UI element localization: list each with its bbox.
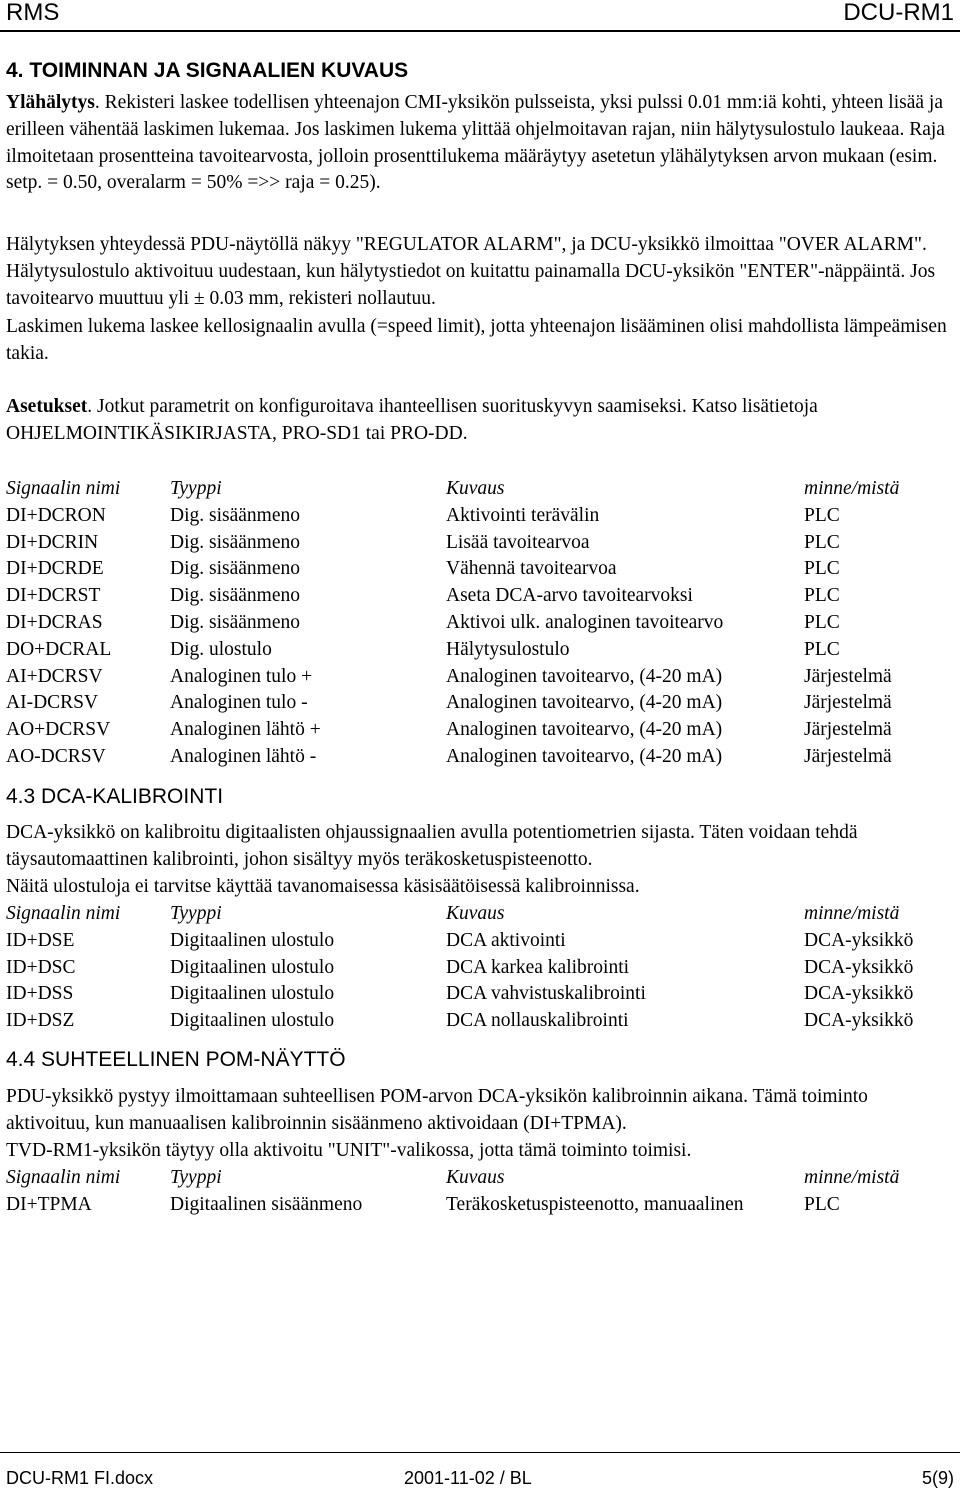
signal-dir: PLC	[804, 1193, 840, 1215]
signal-name: ID+DSC	[6, 956, 76, 978]
table-row	[6, 928, 913, 955]
footer-rule	[0, 1452, 960, 1453]
col-type-header: Tyyppi	[170, 478, 222, 499]
signal-name: DI+TPMA	[6, 1193, 92, 1215]
signal-type: Analoginen lähtö +	[170, 719, 321, 741]
signal-desc: DCA nollauskalibrointi	[446, 1010, 629, 1032]
signal-desc: Aseta DCA-arvo tavoitearvoksi	[446, 585, 693, 607]
signal-type: Digitaalinen ulostulo	[170, 929, 335, 951]
signal-dir: DCA-yksikkö	[804, 983, 914, 1005]
ylahalytys-paragraph	[6, 90, 954, 197]
table-row	[6, 556, 899, 583]
signal-dir: PLC	[804, 504, 840, 526]
table-row	[6, 503, 899, 530]
signal-name: DI+DCRIN	[6, 531, 99, 553]
asetukset-paragraph	[6, 394, 954, 448]
signal-desc: Lisää tavoitearvoa	[446, 531, 590, 553]
asetukset-label: Asetukset	[6, 396, 88, 417]
ylahalytys-label: Ylähälytys	[6, 92, 95, 113]
signal-type: Analoginen tulo -	[170, 692, 308, 714]
table-header-row	[6, 901, 913, 928]
signal-desc: Teräkosketuspisteenotto, manuaalinen	[446, 1193, 744, 1215]
header-rule	[0, 30, 960, 32]
signal-name: DI+DCRST	[6, 585, 101, 607]
signal-dir: Järjestelmä	[804, 719, 892, 741]
ylahalytys-paragraph-3: Laskimen lukema laskee kellosignaalin avulla (=speed limit), jotta yhteenajon lisääminen olisi mahdollista lämpeämisen takia.	[6, 316, 947, 364]
signal-dir: Järjestelmä	[804, 745, 892, 767]
col-type-header: Tyyppi	[170, 903, 222, 924]
signal-name: DO+DCRAL	[6, 638, 112, 660]
table-row	[6, 1192, 899, 1219]
signal-desc: DCA karkea kalibrointi	[446, 956, 630, 978]
col-desc-header: Kuvaus	[446, 903, 505, 924]
col-name-header: Signaalin nimi	[6, 478, 121, 499]
footer-filename: DCU-RM1 FI.docx	[6, 1468, 154, 1488]
signal-desc: DCA vahvistuskalibrointi	[446, 983, 646, 1005]
signal-name: ID+DSE	[6, 929, 75, 951]
ylahalytys-paragraph-2: Hälytyksen yhteydessä PDU-näytöllä näkyy "REGULATOR ALARM", ja DCU-yksikkö ilmoittaa "OVER ALARM". Hälytysulostulo aktivoituu uudestaan, kun hälytystiedot on kuitattu painamalla DCU-yksikön "ENTER"-näppäintä. Jos tavoitearvo muuttuu yli ± 0.03 mm, rekisteri nollautuu.	[6, 234, 936, 309]
signal-dir: DCA-yksikkö	[804, 929, 914, 951]
header-left: RMS	[6, 0, 60, 26]
col-desc-header: Kuvaus	[446, 478, 505, 499]
signal-name: DI+DCRON	[6, 504, 106, 526]
asetukset-text: . Jotkut parametrit on konfiguroitava ihanteellisen suorituskyvyn saamiseksi. Katso lisätietoja OHJELMOINTIKÄSIKIRJASTA, PRO-SD1 tai PRO-DD.	[6, 396, 818, 444]
col-dir-header: minne/mistä	[804, 478, 900, 499]
section-4-4-paragraph: PDU-yksikkö pystyy ilmoittamaan suhteellisen POM-arvon DCA-yksikön kalibroinnin aikana. Tämä toiminto aktivoituu, kun manuaalisen kalibroinnin sisäänmeno aktivoidaan (DI+TPMA).	[6, 1086, 868, 1134]
section-4-title: 4. TOIMINNAN JA SIGNAALIEN KUVAUS	[6, 59, 409, 82]
footer-date: 2001-11-02 / BL	[404, 1468, 532, 1488]
signal-name: DI+DCRAS	[6, 611, 103, 633]
section-4-4-paragraph-2: TVD-RM1-yksikön täytyy olla aktivoitu "UNIT"-valikossa, jotta tämä toiminto toimisi.	[6, 1140, 692, 1161]
page-header	[0, 0, 960, 30]
signal-desc: DCA aktivointi	[446, 929, 566, 951]
table-row	[6, 530, 899, 557]
signal-name: AI+DCRSV	[6, 665, 103, 687]
signal-dir: PLC	[804, 531, 840, 553]
signal-dir: PLC	[804, 611, 840, 633]
signal-type: Analoginen lähtö -	[170, 745, 317, 767]
signal-table-1	[6, 476, 899, 771]
table-header-row	[6, 476, 899, 503]
section-4-3-title: 4.3 DCA-KALIBROINTI	[6, 785, 224, 808]
table-row	[6, 744, 899, 771]
ylahalytys-text: . Rekisteri laskee todellisen yhteenajon CMI-yksikön pulsseista, yksi pulssi 0.01 mm:iä kohti, yhteen lisää ja erilleen vähentää laskimen lukemaa. Jos laskimen lukema ylittää ohjelmoitavan rajan, niin hälytysulostulo laukeaa. Raja ilmoitetaan prosentteina tavoitearvosta, jolloin prosenttilukema määräytyy asetetun ylähälytyksen arvon mukaan (esim. setp. = 0.50, overalarm = 50% =>> raja = 0.25).	[6, 92, 945, 194]
signal-table-2	[6, 901, 913, 1035]
signal-desc: Analoginen tavoitearvo, (4-20 mA)	[446, 745, 723, 767]
signal-dir: DCA-yksikkö	[804, 1010, 914, 1032]
signal-desc: Analoginen tavoitearvo, (4-20 mA)	[446, 719, 723, 741]
table-row	[6, 690, 899, 717]
signal-dir: PLC	[804, 638, 840, 660]
signal-dir: PLC	[804, 558, 840, 580]
header-right: DCU-RM1	[843, 0, 954, 26]
table-row	[6, 1008, 913, 1035]
signal-type: Digitaalinen ulostulo	[170, 956, 335, 978]
table-row	[6, 583, 899, 610]
table-row	[6, 610, 899, 637]
signal-name: AO+DCRSV	[6, 719, 111, 741]
signal-name: AO-DCRSV	[6, 745, 106, 767]
table-row	[6, 664, 899, 691]
table-row	[6, 981, 913, 1008]
col-name-header: Signaalin nimi	[6, 1167, 121, 1188]
signal-name: ID+DSS	[6, 983, 74, 1005]
signal-type: Analoginen tulo +	[170, 665, 313, 687]
table-row	[6, 955, 913, 982]
col-type-header: Tyyppi	[170, 1167, 222, 1188]
signal-type: Digitaalinen ulostulo	[170, 1010, 335, 1032]
signal-desc: Analoginen tavoitearvo, (4-20 mA)	[446, 665, 723, 687]
table-header-row	[6, 1165, 899, 1192]
signal-desc: Aktivointi terävälin	[446, 504, 600, 526]
col-name-header: Signaalin nimi	[6, 903, 121, 924]
table-row	[6, 717, 899, 744]
signal-name: ID+DSZ	[6, 1010, 75, 1032]
col-desc-header: Kuvaus	[446, 1167, 505, 1188]
signal-type: Digitaalinen sisäänmeno	[170, 1193, 363, 1215]
signal-type: Dig. sisäänmeno	[170, 531, 300, 553]
section-4-3-paragraph: DCA-yksikkö on kalibroitu digitaalisten ohjaussignaalien avulla potentiometrien sijasta. Täten voidaan tehdä täysautomaattinen kalibrointi, johon sisältyy myös teräkosketuspisteenotto.	[6, 822, 858, 870]
signal-desc: Hälytysulostulo	[446, 638, 570, 660]
signal-desc: Vähennä tavoitearvoa	[446, 558, 617, 580]
signal-desc: Analoginen tavoitearvo, (4-20 mA)	[446, 692, 723, 714]
signal-table-3	[6, 1165, 899, 1219]
signal-name: AI-DCRSV	[6, 692, 99, 714]
section-4-4-title: 4.4 SUHTEELLINEN POM-NÄYTTÖ	[6, 1048, 346, 1071]
signal-type: Dig. ulostulo	[170, 638, 272, 660]
signal-desc: Aktivoi ulk. analoginen tavoitearvo	[446, 611, 724, 633]
signal-type: Digitaalinen ulostulo	[170, 983, 335, 1005]
signal-dir: Järjestelmä	[804, 665, 892, 687]
footer-page-number: 5(9)	[921, 1468, 954, 1488]
table-row	[6, 637, 899, 664]
signal-dir: Järjestelmä	[804, 692, 892, 714]
signal-dir: DCA-yksikkö	[804, 956, 914, 978]
signal-name: DI+DCRDE	[6, 558, 104, 580]
signal-type: Dig. sisäänmeno	[170, 585, 300, 607]
signal-type: Dig. sisäänmeno	[170, 504, 300, 526]
section-4-3-paragraph-2: Näitä ulostuloja ei tarvitse käyttää tavanomaisessa käsisäätöisessä kalibroinnissa.	[6, 876, 640, 897]
signal-type: Dig. sisäänmeno	[170, 558, 300, 580]
col-dir-header: minne/mistä	[804, 1167, 900, 1188]
signal-type: Dig. sisäänmeno	[170, 611, 300, 633]
col-dir-header: minne/mistä	[804, 903, 900, 924]
signal-dir: PLC	[804, 585, 840, 607]
